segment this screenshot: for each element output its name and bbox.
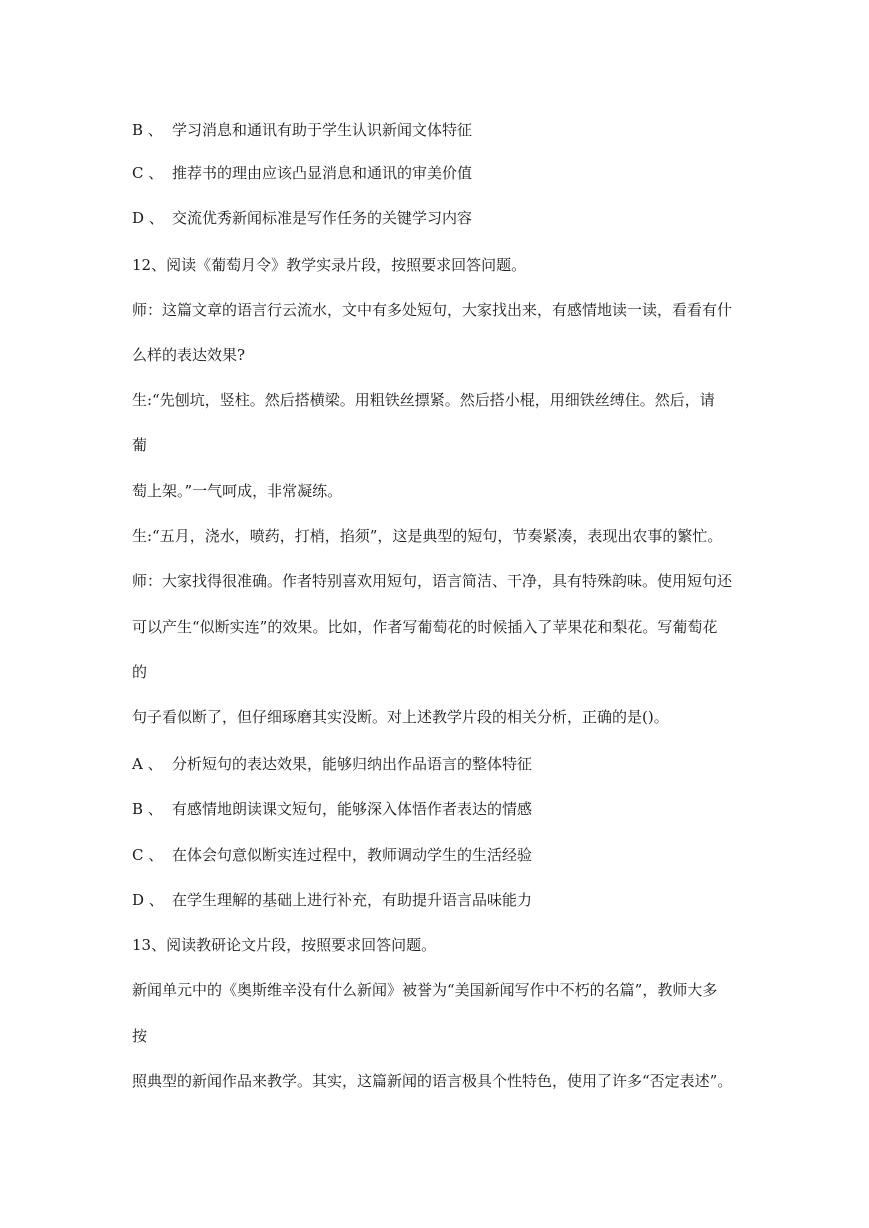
q12-option-a <box>132 754 752 774</box>
q12-option-b <box>132 799 752 819</box>
option-text: 在学生理解的基础上进行补充，有助提升语言品味能力 <box>172 891 533 909</box>
option-letter: C 、 <box>132 164 164 182</box>
option-text: 在体会句意似断实连过程中，教师调动学生的生活经验 <box>172 846 533 864</box>
q12-paragraph-line: 萄上架。”一气呵成，非常凝练。 <box>132 482 343 500</box>
q12-paragraph-line: 生:“五月，浇水，喷药，打梢，掐须”，这是典型的短句，节奏紧凑，表现出农事的繁忙。 <box>132 527 723 545</box>
q12-option-d <box>132 890 752 910</box>
q12-paragraph-line: 生:“先刨坑，竖柱。然后搭横梁。用粗铁丝摽紧。然后搭小棍，用细铁丝缚住。然后，请 <box>132 391 715 409</box>
option-letter: D 、 <box>132 891 164 909</box>
q12-paragraph-line: 葡 <box>132 436 148 454</box>
q12-paragraph-line: 的 <box>132 663 148 681</box>
q12-paragraph-line: 师：大家找得很准确。作者特别喜欢用短句，语言简洁、干净，具有特殊韵味。使用短句还 <box>132 572 733 590</box>
option-text: 分析短句的表达效果，能够归纳出作品语言的整体特征 <box>172 755 533 773</box>
q12-paragraph-line: 句子看似断了，但仔细琢磨其实没断。对上述教学片段的相关分析，正确的是()。 <box>132 708 669 726</box>
option-letter: A 、 <box>132 755 163 773</box>
option-text: 有感情地朗读课文短句，能够深入体悟作者表达的情感 <box>172 800 533 818</box>
q11-option-d <box>132 208 752 228</box>
option-letter: B 、 <box>132 800 163 818</box>
option-text: 推荐书的理由应该凸显消息和通讯的审美价值 <box>172 164 473 182</box>
q12-option-c <box>132 845 752 865</box>
q13-paragraph-line: 新闻单元中的《奥斯维辛没有什么新闻》被誉为“美国新闻写作中不朽的名篇”，教师大多 <box>132 981 718 999</box>
q12-paragraph-line: 可以产生“似断实连”的效果。比如，作者写葡萄花的时候插入了苹果花和梨花。写葡萄花 <box>132 618 718 636</box>
q12-paragraph-line: 么样的表达效果? <box>132 346 246 364</box>
q12-title: 12、阅读《葡萄月令》教学实录片段，按照要求回答问题。 <box>132 256 527 274</box>
option-letter: C 、 <box>132 846 164 864</box>
q11-option-b <box>132 120 752 140</box>
option-letter: B 、 <box>132 121 163 139</box>
q12-paragraph-line: 师：这篇文章的语言行云流水，文中有多处短句，大家找出来，有感情地读一读，看看有什 <box>132 301 733 319</box>
option-letter: D 、 <box>132 209 164 227</box>
q13-title: 13、阅读教研论文片段，按照要求回答问题。 <box>132 936 437 954</box>
option-text: 学习消息和通讯有助于学生认识新闻文体特征 <box>172 121 473 139</box>
q11-option-c <box>132 163 752 183</box>
option-text: 交流优秀新闻标准是写作任务的关键学习内容 <box>172 209 473 227</box>
q13-paragraph-line: 照典型的新闻作品来教学。其实，这篇新闻的语言极具个性特色，使用了许多“否定表述”。 <box>132 1072 733 1090</box>
q13-paragraph-line: 按 <box>132 1027 148 1045</box>
